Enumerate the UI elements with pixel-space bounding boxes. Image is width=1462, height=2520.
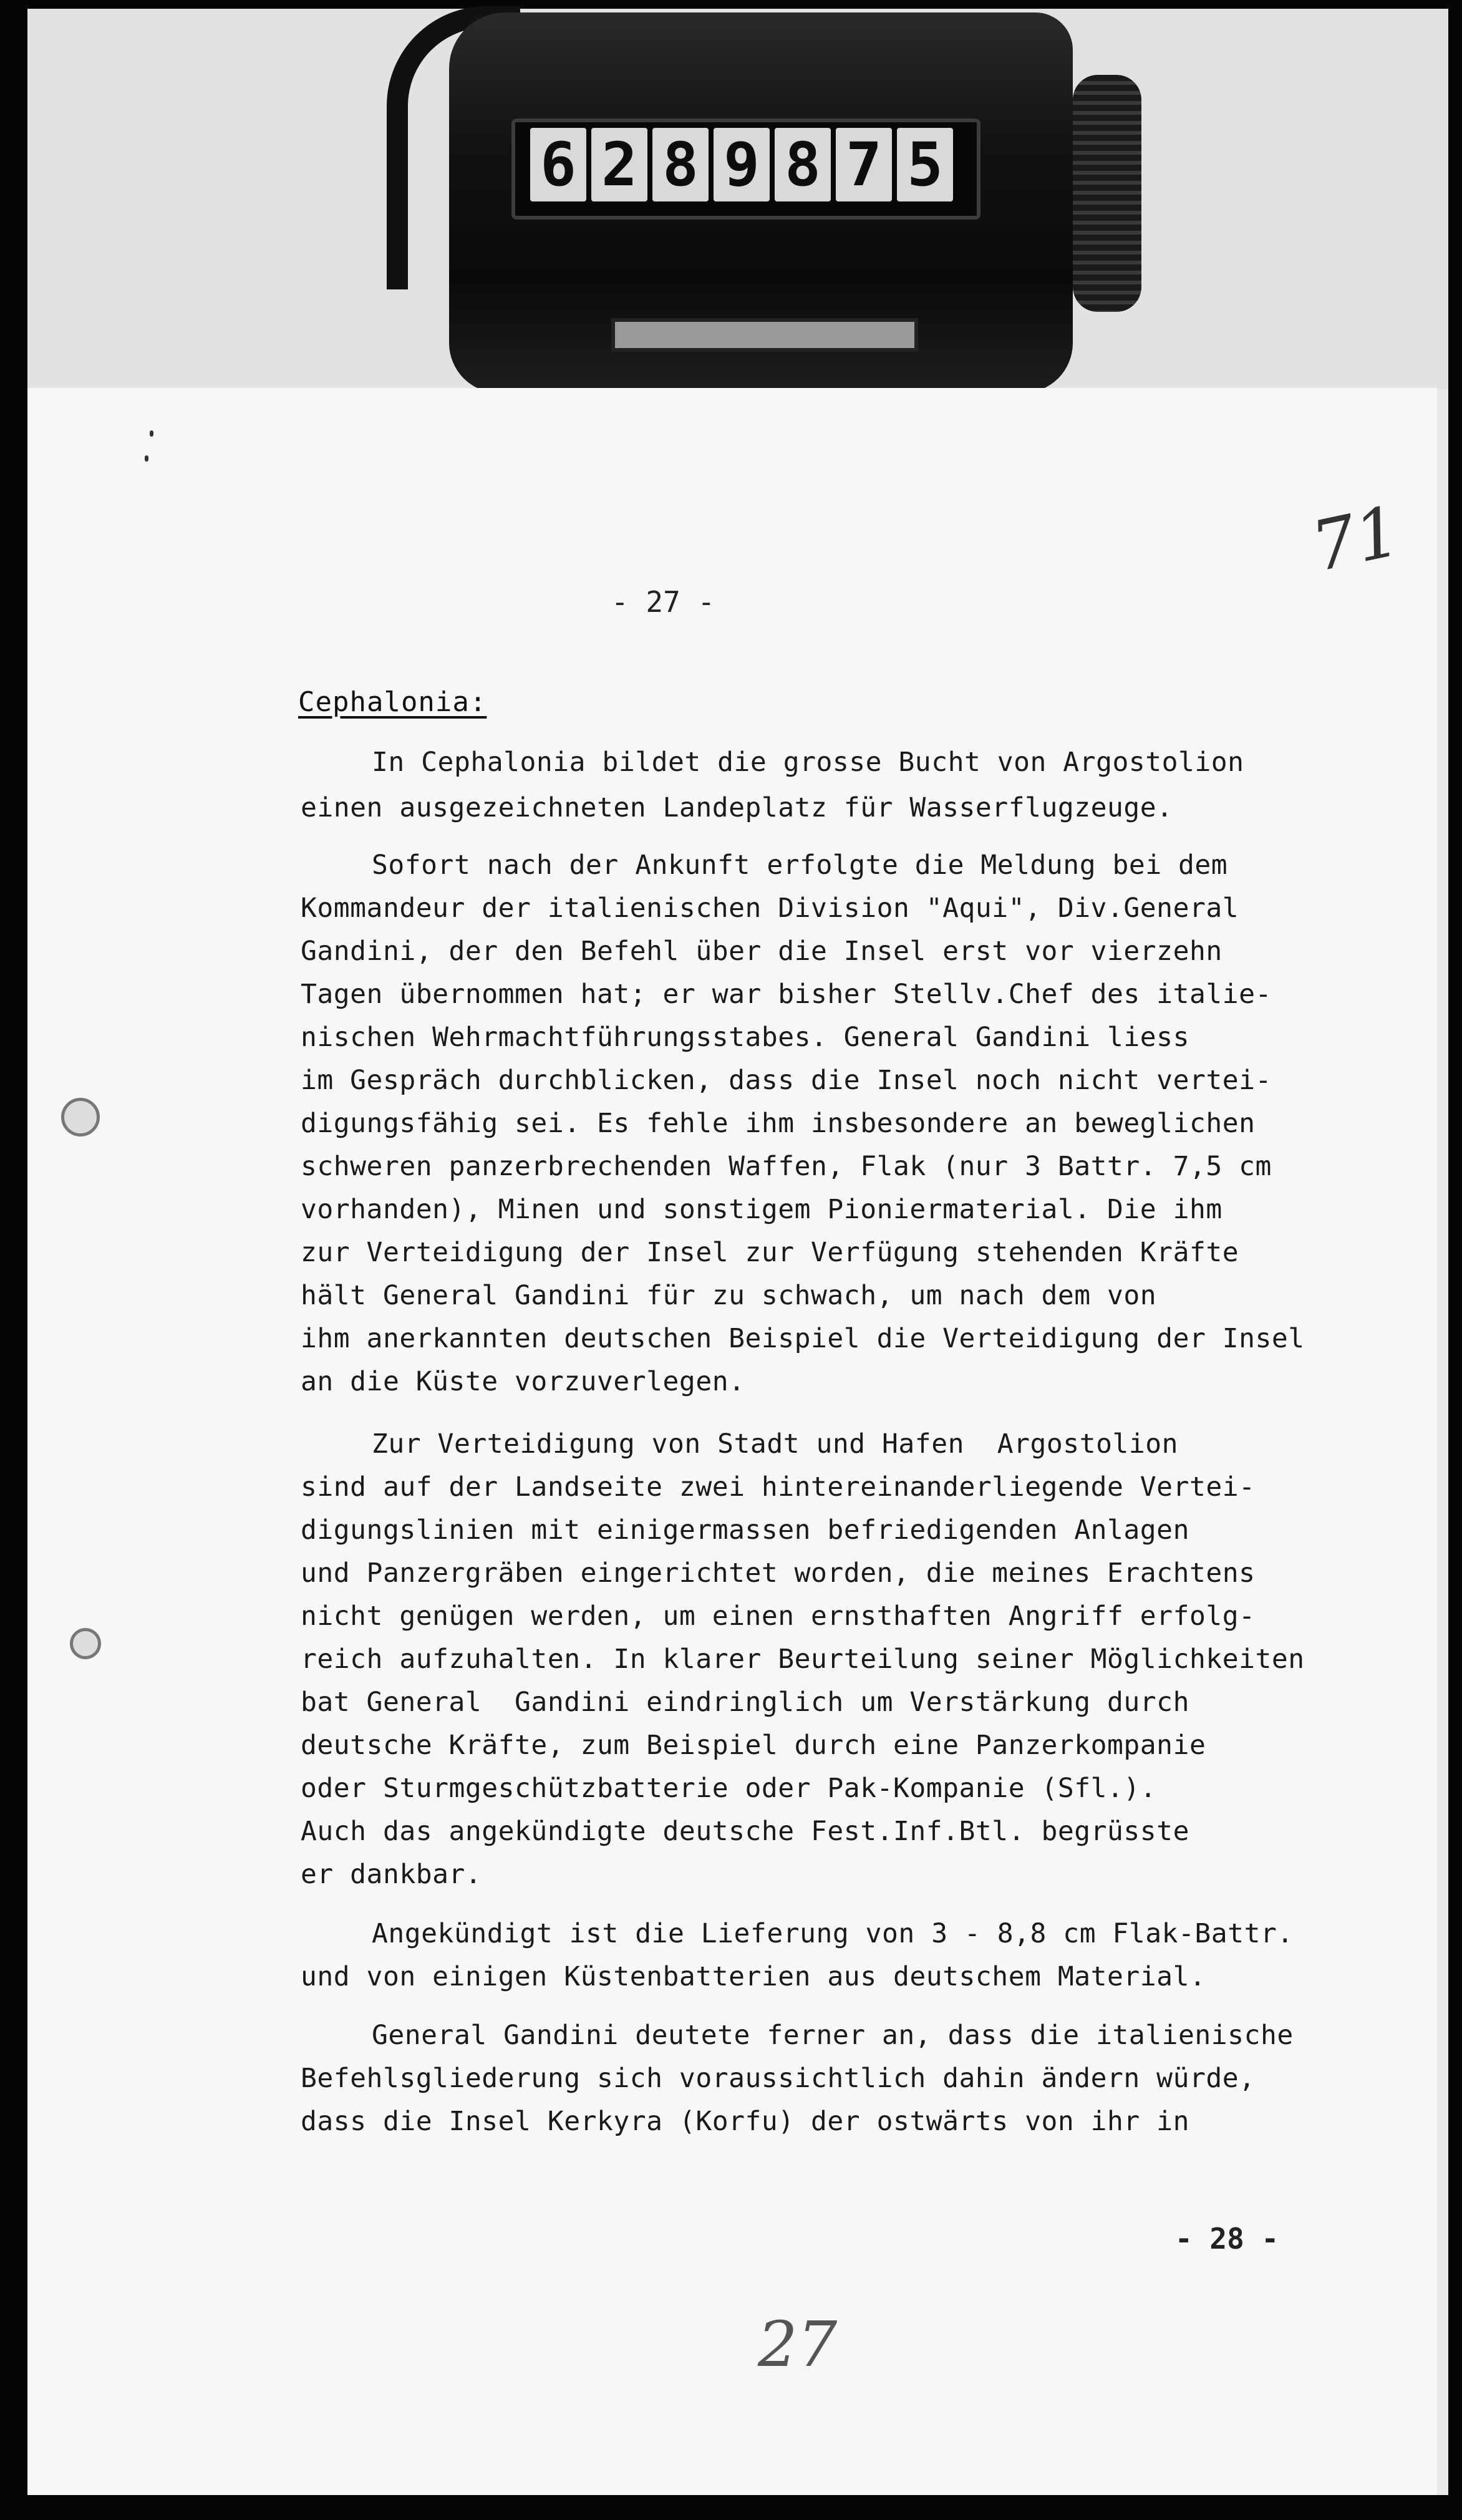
next-page-number: - 28 - — [1175, 2222, 1279, 2256]
punch-hole — [70, 1628, 101, 1659]
text-line: Kommandeur der italienischen Division "Aqui", Div.General — [301, 893, 1239, 924]
film-border-bottom — [0, 2495, 1462, 2520]
text-line: In Cephalonia bildet die grosse Bucht von Argostolion — [372, 747, 1244, 778]
film-border-right — [1448, 0, 1462, 2520]
counter-digit: 7 — [836, 128, 892, 201]
counter-slot — [611, 318, 918, 352]
counter-digit: 8 — [775, 128, 831, 201]
frame-counter-digits — [530, 128, 953, 201]
text-line: schweren panzerbrechenden Waffen, Flak (nur 3 Battr. 7,5 cm — [301, 1151, 1272, 1182]
text-line: sind auf der Landseite zwei hintereinanderliegende Vertei- — [301, 1471, 1256, 1503]
handwritten-mark: 71 — [1305, 490, 1407, 588]
text-line: Auch das angekündigte deutsche Fest.Inf.Btl. begrüsste — [301, 1816, 1189, 1847]
text-line: nischen Wehrmachtführungsstabes. General Gandini liess — [301, 1022, 1189, 1053]
text-line: General Gandini deutete ferner an, dass die italienische — [372, 2020, 1294, 2051]
text-line: digungslinien mit einigermassen befriedigenden Anlagen — [301, 1514, 1189, 1546]
film-border-top — [0, 0, 1462, 9]
dust-speck — [150, 430, 153, 437]
film-border-left — [0, 0, 27, 2520]
text-line: bat General Gandini eindringlich um Verstärkung durch — [301, 1687, 1189, 1718]
page-number: - 27 - — [611, 585, 715, 619]
text-line: dass die Insel Kerkyra (Korfu) der ostwärts von ihr in — [301, 2106, 1189, 2137]
text-line: er dankbar. — [301, 1859, 482, 1890]
text-line: digungsfähig sei. Es fehle ihm insbesondere an beweglichen — [301, 1108, 1256, 1139]
text-line: Sofort nach der Ankunft erfolgte die Meldung bei dem — [372, 850, 1228, 881]
counter-digit: 8 — [652, 128, 709, 201]
text-line: einen ausgezeichneten Landeplatz für Wasserflugzeuge. — [301, 792, 1173, 823]
counter-digit: 9 — [714, 128, 770, 201]
text-line: Befehlsgliederung sich voraussichtlich dahin ändern würde, — [301, 2063, 1256, 2094]
text-line: nicht genügen werden, um einen ernsthaften Angriff erfolg- — [301, 1601, 1256, 1632]
text-line: hält General Gandini für zu schwach, um nach dem von — [301, 1280, 1157, 1311]
counter-digit: 5 — [897, 128, 953, 201]
text-line: reich aufzuhalten. In klarer Beurteilung seiner Möglichkeiten — [301, 1644, 1305, 1675]
counter-knob — [1073, 75, 1141, 312]
handwritten-folio: 27 — [758, 2308, 838, 2381]
section-heading: Cephalonia: — [298, 686, 487, 718]
text-line: oder Sturmgeschützbatterie oder Pak-Kompanie (Sfl.). — [301, 1773, 1157, 1804]
punch-hole — [61, 1098, 100, 1136]
text-line: an die Küste vorzuverlegen. — [301, 1366, 745, 1397]
text-line: deutsche Kräfte, zum Beispiel durch eine Panzerkompanie — [301, 1730, 1206, 1761]
text-line: im Gespräch durchblicken, dass die Insel noch nicht vertei- — [301, 1065, 1272, 1096]
text-line: und Panzergräben eingerichtet worden, die meines Erachtens — [301, 1558, 1256, 1589]
counter-digit: 2 — [591, 128, 647, 201]
text-line: ihm anerkannten deutschen Beispiel die Verteidigung der Insel — [301, 1323, 1305, 1354]
text-line: Angekündigt ist die Lieferung von 3 - 8,8 cm Flak-Battr. — [372, 1918, 1294, 1949]
text-line: Gandini, der den Befehl über die Insel erst vor vierzehn — [301, 936, 1222, 967]
text-line: zur Verteidigung der Insel zur Verfügung stehenden Kräfte — [301, 1237, 1239, 1268]
counter-digit: 6 — [530, 128, 586, 201]
text-line: Zur Verteidigung von Stadt und Hafen Argostolion — [372, 1428, 1179, 1460]
text-line: Tagen übernommen hat; er war bisher Stellv.Chef des italie- — [301, 979, 1272, 1010]
text-line: vorhanden), Minen und sonstigem Pioniermaterial. Die ihm — [301, 1194, 1222, 1225]
dust-speck — [145, 455, 148, 462]
text-line: und von einigen Küstenbatterien aus deutschem Material. — [301, 1961, 1206, 1992]
